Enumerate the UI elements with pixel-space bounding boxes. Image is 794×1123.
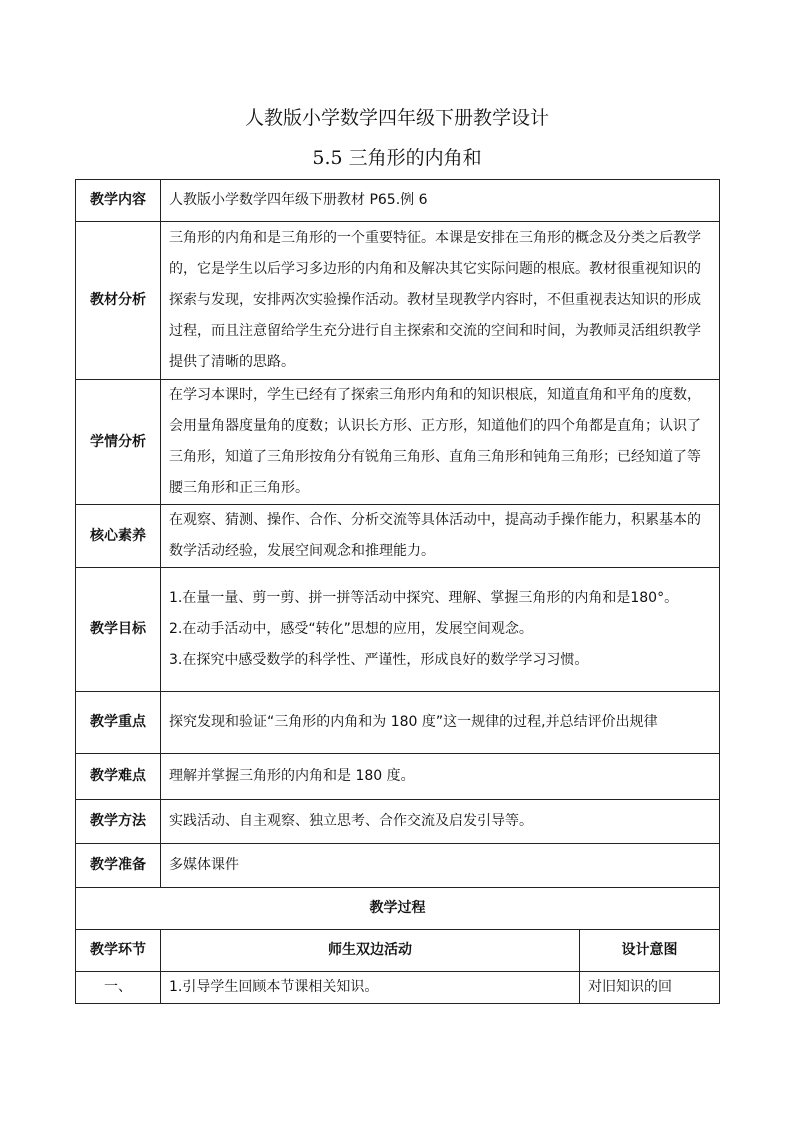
label-material-analysis: 教材分析 bbox=[76, 222, 161, 380]
document-title: 人教版小学数学四年级下册教学设计 bbox=[244, 107, 549, 129]
column-header-activity: 师生双边活动 bbox=[161, 930, 580, 972]
row-teaching-content bbox=[76, 180, 720, 222]
label-teaching-content: 教学内容 bbox=[76, 180, 161, 222]
row-material-analysis bbox=[76, 222, 720, 380]
label-teaching-prep: 教学准备 bbox=[76, 844, 161, 888]
column-header-intent: 设计意图 bbox=[580, 930, 720, 972]
lesson-title: 5.5 三角形的内角和 bbox=[312, 147, 482, 169]
row-key-point bbox=[76, 692, 720, 754]
label-teaching-method: 教学方法 bbox=[76, 800, 161, 844]
value-teaching-goals bbox=[161, 568, 720, 692]
process-intent: 对旧知识的回 bbox=[580, 972, 720, 1004]
row-difficulty bbox=[76, 754, 720, 800]
label-teaching-goals: 教学目标 bbox=[76, 568, 161, 692]
label-key-point: 教学重点 bbox=[76, 692, 161, 754]
value-key-point: 探究发现和验证“三角形的内角和为 180 度”这一规律的过程,并总结评价出规律 bbox=[161, 692, 720, 754]
value-difficulty: 理解并掌握三角形的内角和是 180 度。 bbox=[161, 754, 720, 800]
row-teaching-method bbox=[76, 800, 720, 844]
value-teaching-method: 实践活动、自主观察、独立思考、合作交流及启发引导等。 bbox=[161, 800, 720, 844]
lesson-plan-table bbox=[75, 179, 720, 1004]
value-core-literacy: 在观察、猜测、操作、合作、分析交流等具体活动中，提高动手操作能力，积累基本的数学活动经验，发展空间观念和推理能力。 bbox=[161, 505, 720, 568]
process-header-row bbox=[76, 930, 720, 972]
column-header-stage: 教学环节 bbox=[76, 930, 161, 972]
row-teaching-prep bbox=[76, 844, 720, 888]
process-stage: 一、 bbox=[76, 972, 161, 1004]
row-process-heading bbox=[76, 888, 720, 930]
label-core-literacy: 核心素养 bbox=[76, 505, 161, 568]
process-row bbox=[76, 972, 720, 1004]
process-activity: 1.引导学生回顾本节课相关知识。 bbox=[161, 972, 580, 1004]
row-core-literacy bbox=[76, 505, 720, 568]
goal-item: 1.在量一量、剪一剪、拼一拼等活动中探究、理解、掌握三角形的内角和是180°。 bbox=[169, 590, 679, 606]
value-teaching-content: 人教版小学数学四年级下册教材 P65.例 6 bbox=[161, 180, 720, 222]
value-teaching-prep: 多媒体课件 bbox=[161, 844, 720, 888]
row-teaching-goals bbox=[76, 568, 720, 692]
label-student-analysis: 学情分析 bbox=[76, 380, 161, 505]
process-heading: 教学过程 bbox=[76, 888, 720, 930]
value-student-analysis: 在学习本课时，学生已经有了探索三角形内角和的知识根底，知道直角和平角的度数，会用量角器度量角的度数；认识长方形、正方形，知道他们的四个角都是直角；认识了三角形，知道了三角形按角分有锐角三角形、直角三角形和钝角三角形；已经知道了等腰三角形和正三角形。 bbox=[161, 380, 720, 505]
label-difficulty: 教学难点 bbox=[76, 754, 161, 800]
goal-item: 3.在探究中感受数学的科学性、严谨性，形成良好的数学学习习惯。 bbox=[169, 652, 589, 668]
row-student-analysis bbox=[76, 380, 720, 505]
goal-item: 2.在动手活动中，感受“转化”思想的应用，发展空间观念。 bbox=[169, 621, 533, 637]
value-material-analysis: 三角形的内角和是三角形的一个重要特征。本课是安排在三角形的概念及分类之后教学的，它是学生以后学习多边形的内角和及解决其它实际问题的根底。教材很重视知识的探索与发现，安排两次实验操作活动。教材呈现教学内容时，不但重视表达知识的形成过程，而且注意留给学生充分进行自主探索和交流的空间和时间，为教师灵活组织教学提供了清晰的思路。 bbox=[161, 222, 720, 380]
